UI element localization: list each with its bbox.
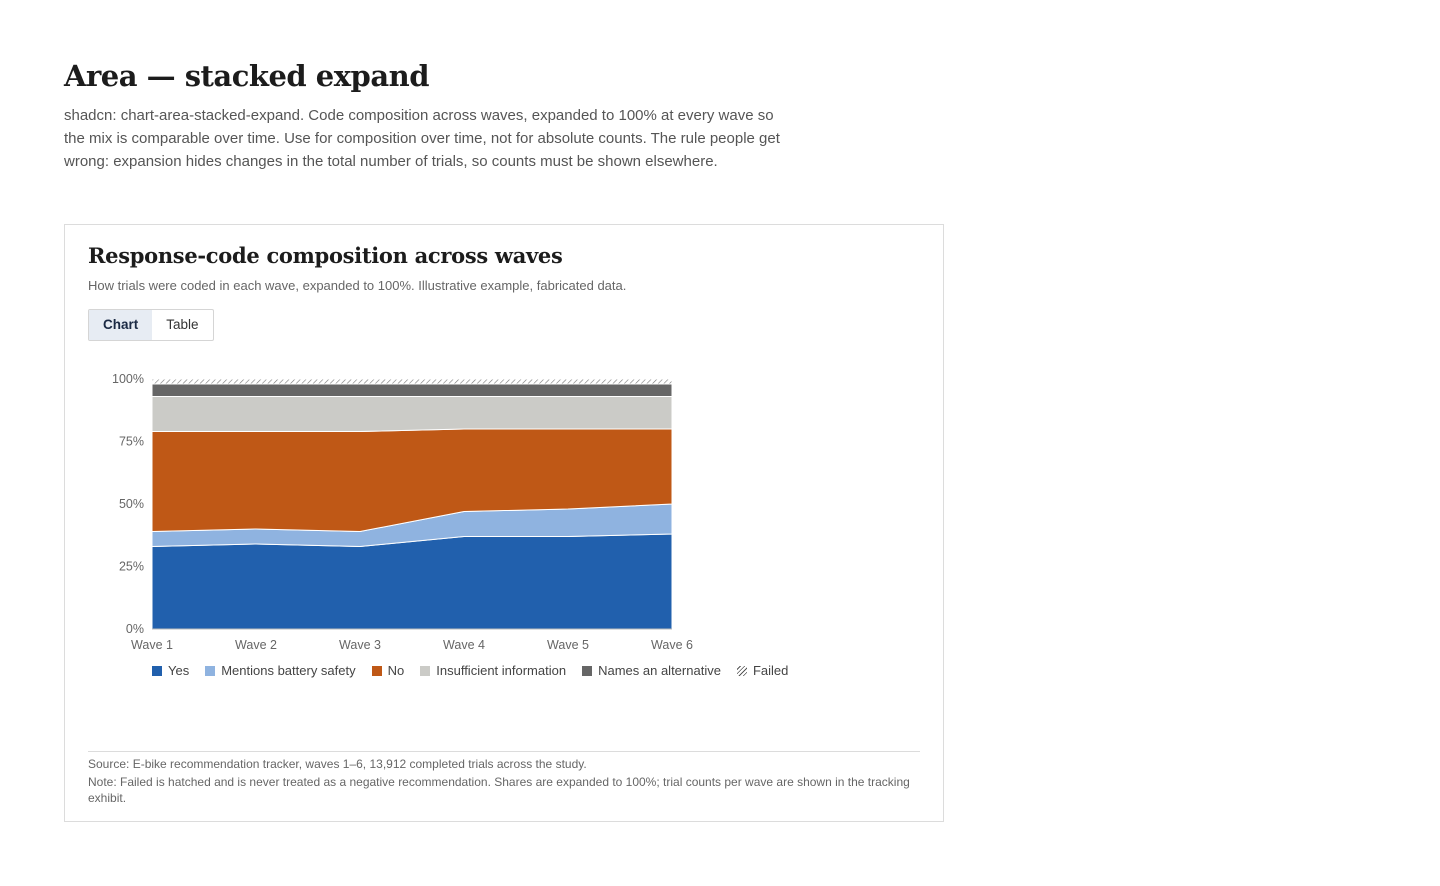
source-note: Source: E-bike recommendation tracker, waves 1–6, 13,912 completed trials across the study. bbox=[88, 757, 587, 771]
chart-footnotes bbox=[88, 751, 920, 808]
legend-swatch bbox=[737, 666, 747, 676]
method-note: Note: Failed is hatched and is never treated as a negative recommendation. Shares are expanded to 100%; trial counts per wave are shown in the tracking exhibit. bbox=[88, 775, 910, 805]
view-tabs bbox=[88, 309, 214, 341]
chart-subtitle: How trials were coded in each wave, expanded to 100%. Illustrative example, fabricated data. bbox=[88, 278, 627, 293]
tab-chart[interactable]: Chart bbox=[89, 310, 152, 340]
page-intro: shadcn: chart-area-stacked-expand. Code composition across waves, expanded to 100% at every wave so the mix is comparable over time. Use for composition over time, not for absolute counts. The rule people get wrong: expansion hides changes in the total number of trials, so counts must be shown elsewhere. bbox=[64, 107, 780, 170]
x-tick-label: Wave 5 bbox=[547, 638, 589, 652]
legend-swatch bbox=[582, 666, 592, 676]
legend-label: Mentions battery safety bbox=[221, 663, 356, 678]
y-tick-label: 50% bbox=[118, 497, 144, 511]
legend-item bbox=[205, 663, 355, 678]
chart-area bbox=[88, 365, 788, 685]
legend-item bbox=[582, 663, 721, 678]
legend-swatch bbox=[152, 666, 162, 676]
area-failed bbox=[152, 379, 672, 384]
y-tick-label: 0% bbox=[125, 622, 144, 636]
chart-legend bbox=[152, 663, 788, 678]
legend-swatch bbox=[205, 666, 215, 676]
x-tick-label: Wave 3 bbox=[339, 638, 381, 652]
x-tick-label: Wave 6 bbox=[651, 638, 693, 652]
area-yes bbox=[152, 534, 672, 629]
legend-item bbox=[737, 663, 788, 678]
chart-title: Response-code composition across waves bbox=[88, 243, 563, 268]
x-tick-label: Wave 4 bbox=[443, 638, 485, 652]
area-insufficient-information bbox=[152, 397, 672, 432]
y-tick-label: 100% bbox=[112, 372, 144, 386]
legend-swatch bbox=[420, 666, 430, 676]
legend-label: Insufficient information bbox=[436, 663, 567, 678]
legend-label: Yes bbox=[168, 663, 190, 678]
tab-table[interactable]: Table bbox=[166, 317, 199, 332]
legend-swatch bbox=[372, 666, 382, 676]
stacked-area-chart bbox=[88, 365, 788, 665]
x-tick-label: Wave 1 bbox=[131, 638, 173, 652]
legend-label: Names an alternative bbox=[598, 663, 721, 678]
page bbox=[64, 56, 944, 805]
legend-item bbox=[372, 663, 405, 678]
area-names-an-alternative bbox=[152, 384, 672, 397]
legend-item bbox=[420, 663, 566, 678]
legend-label: No bbox=[387, 663, 405, 678]
x-tick-label: Wave 2 bbox=[235, 638, 277, 652]
y-tick-label: 25% bbox=[118, 559, 144, 574]
legend-item bbox=[152, 663, 189, 678]
chart-card bbox=[64, 224, 944, 822]
page-title: Area — stacked expand bbox=[64, 59, 429, 93]
y-tick-label: 75% bbox=[118, 434, 144, 449]
legend-label: Failed bbox=[752, 663, 789, 678]
